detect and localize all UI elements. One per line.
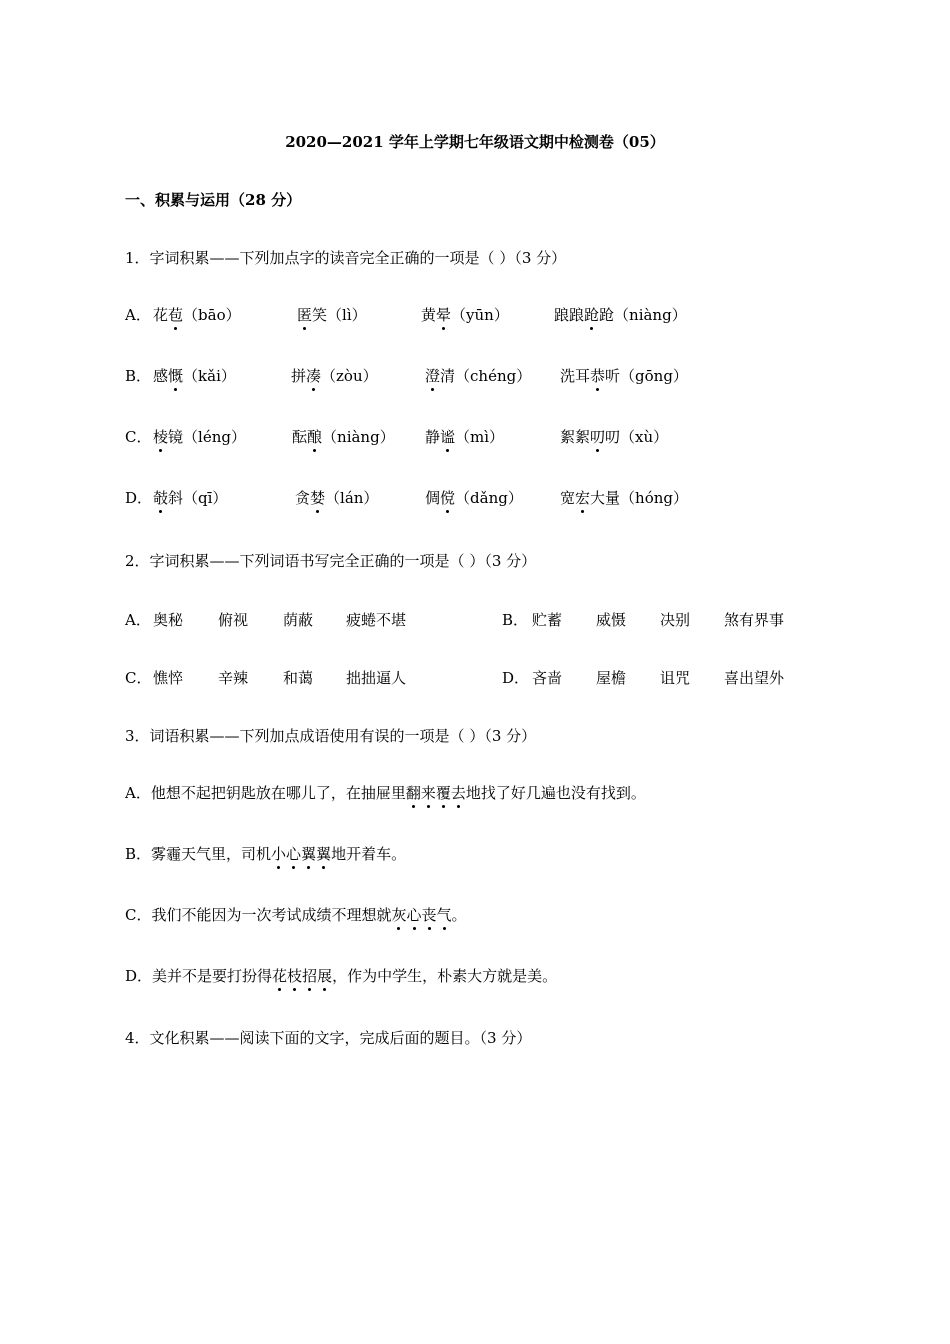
text-segment: 拼 xyxy=(291,367,307,385)
emphasized-character: 心 xyxy=(406,906,422,924)
q1-option-a-label: A． xyxy=(125,306,151,324)
emphasized-character: 去 xyxy=(450,784,466,802)
emphasized-character: 花 xyxy=(272,967,288,985)
emphasized-character: 展 xyxy=(317,967,333,985)
q1-option-c-word-2 xyxy=(292,427,395,447)
emphasized-character: 酿 xyxy=(307,428,323,446)
text-segment: 倜 xyxy=(425,489,441,507)
q1-option-b-word-2 xyxy=(291,366,378,386)
text-segment: 洗耳 xyxy=(560,367,591,385)
q1-option-d-word-4 xyxy=(560,488,688,508)
q2-option-a-word: 奥秘 xyxy=(153,611,184,629)
q2-option-a-label: A． xyxy=(125,611,151,629)
text-segment: 斜（qī） xyxy=(168,489,228,507)
emphasized-character: 傥 xyxy=(440,489,456,507)
text-segment: ，作为中学生，朴素大方就是美。 xyxy=(332,967,558,985)
emphasized-character: 慨 xyxy=(168,367,184,385)
text-segment: B．雾霾天气里，司机 xyxy=(125,845,272,863)
q3-option-a xyxy=(125,783,646,803)
emphasized-character: 棱 xyxy=(153,428,169,446)
section-heading: 一、积累与运用（28 分） xyxy=(125,191,302,209)
q3-option-c xyxy=(125,905,467,925)
emphasized-character: 翼 xyxy=(316,845,332,863)
q2-option-a-word: 俯视 xyxy=(218,611,249,629)
q2-option-d-word: 吝啬 xyxy=(532,669,563,687)
q1-option-b-label: B． xyxy=(125,367,152,385)
emphasized-character: 覆 xyxy=(435,784,451,802)
q1-option-a-word-4 xyxy=(554,305,687,325)
emphasized-character: 恭 xyxy=(590,367,606,385)
text-segment: C．我们不能因为一次考试成绩不理想就 xyxy=(125,906,392,924)
q2-option-c-word: 拙拙逼人 xyxy=(346,669,407,687)
emphasized-character: 跄 xyxy=(584,306,600,324)
text-segment: 清（chéng） xyxy=(440,367,532,385)
question-2-stem: 2．字词积累——下列词语书写完全正确的一项是（ ）（3 分） xyxy=(125,552,537,570)
emphasized-character: 苞 xyxy=(168,306,184,324)
emphasized-character: 枝 xyxy=(287,967,303,985)
q1-option-a-word-3 xyxy=(421,305,509,325)
q1-option-c-word-1 xyxy=(153,427,246,447)
q1-option-c-label: C． xyxy=(125,428,152,446)
text-segment: 黄 xyxy=(421,306,437,324)
q2-option-a-word: 疲蜷不堪 xyxy=(346,611,407,629)
text-segment: （kǎi） xyxy=(183,367,236,385)
emphasized-character: 晕 xyxy=(436,306,452,324)
q1-option-c-word-4 xyxy=(560,427,668,447)
q1-option-a-word-1 xyxy=(153,305,241,325)
q2-option-b-word: 威慑 xyxy=(596,611,627,629)
emphasized-character: 丧 xyxy=(421,906,437,924)
text-segment: 感 xyxy=(153,367,169,385)
emphasized-character: 来 xyxy=(420,784,436,802)
q1-option-c-word-3 xyxy=(425,427,504,447)
q2-option-d-word: 诅咒 xyxy=(660,669,691,687)
emphasized-character: 翼 xyxy=(301,845,317,863)
q1-option-d-word-1 xyxy=(153,488,227,508)
q2-option-d-word: 屋檐 xyxy=(596,669,627,687)
text-segment: 镜（léng） xyxy=(168,428,246,446)
q1-option-d-word-3 xyxy=(425,488,523,508)
text-segment: （dǎng） xyxy=(455,489,523,507)
q2-option-b-word: 贮蓄 xyxy=(532,611,563,629)
text-segment: 地找了好几遍也没有找到。 xyxy=(465,784,646,802)
q2-option-d-label: D． xyxy=(502,669,530,687)
q1-option-d-word-2 xyxy=(295,488,378,508)
text-segment: 贪 xyxy=(295,489,311,507)
q1-option-b-word-4 xyxy=(560,366,688,386)
text-segment: 宽 xyxy=(560,489,576,507)
q2-option-d-word: 喜出望外 xyxy=(724,669,785,687)
emphasized-character: 心 xyxy=(286,845,302,863)
text-segment: 静 xyxy=(425,428,441,446)
emphasized-character: 小 xyxy=(271,845,287,863)
question-1-stem: 1．字词积累——下列加点字的读音完全正确的一项是（ ）（3 分） xyxy=(125,249,567,267)
q2-option-a-word: 荫蔽 xyxy=(283,611,314,629)
emphasized-character: 叨 xyxy=(590,428,606,446)
text-segment: 踉踉 xyxy=(554,306,585,324)
q3-option-d xyxy=(125,966,557,986)
emphasized-character: 婪 xyxy=(310,489,326,507)
emphasized-character: 攲 xyxy=(153,489,169,507)
q3-option-b xyxy=(125,844,406,864)
question-4-stem: 4．文化积累——阅读下面的文字，完成后面的题目。（3 分） xyxy=(125,1029,532,1047)
q2-option-c-word: 憔悴 xyxy=(153,669,184,687)
emphasized-character: 宏 xyxy=(575,489,591,507)
text-segment: 听（gōng） xyxy=(605,367,688,385)
text-segment: 笑（lì） xyxy=(312,306,367,324)
text-segment: 大量（hóng） xyxy=(590,489,688,507)
text-segment: A．他想不起把钥匙放在哪儿了，在抽屉里 xyxy=(125,784,406,802)
text-segment: （mì） xyxy=(455,428,505,446)
text-segment: 跄（niàng） xyxy=(599,306,687,324)
text-segment: D．美并不是要打扮得 xyxy=(125,967,273,985)
emphasized-character: 招 xyxy=(302,967,318,985)
q1-option-d-label: D． xyxy=(125,489,153,507)
emphasized-character: 翻 xyxy=(405,784,421,802)
emphasized-character: 灰 xyxy=(391,906,407,924)
text-segment: （yūn） xyxy=(451,306,509,324)
q1-option-b-word-3 xyxy=(425,366,531,386)
page-title: 2020—2021 学年上学期七年级语文期中检测卷（05） xyxy=(285,133,665,151)
q2-option-b-label: B． xyxy=(502,611,529,629)
text-segment: 酝 xyxy=(292,428,308,446)
question-3-stem: 3．词语积累——下列加点成语使用有误的一项是（ ）（3 分） xyxy=(125,727,537,745)
text-segment: （bāo） xyxy=(183,306,241,324)
emphasized-character: 凑 xyxy=(306,367,322,385)
text-segment: 花 xyxy=(153,306,169,324)
text-segment: 。 xyxy=(451,906,467,924)
emphasized-character: 澄 xyxy=(425,367,441,385)
q2-option-c-label: C． xyxy=(125,669,152,687)
emphasized-character: 气 xyxy=(436,906,452,924)
text-segment: （lán） xyxy=(325,489,379,507)
q2-option-c-word: 辛辣 xyxy=(218,669,249,687)
text-segment: 叨（xù） xyxy=(605,428,669,446)
q1-option-a-word-2 xyxy=(297,305,367,325)
text-segment: （zòu） xyxy=(321,367,378,385)
q1-option-b-word-1 xyxy=(153,366,236,386)
text-segment: 地开着车。 xyxy=(331,845,407,863)
q2-option-c-word: 和蔼 xyxy=(283,669,314,687)
q2-option-b-word: 煞有界事 xyxy=(724,611,785,629)
text-segment: 絮絮 xyxy=(560,428,591,446)
emphasized-character: 谧 xyxy=(440,428,456,446)
q2-option-b-word: 决别 xyxy=(660,611,691,629)
emphasized-character: 匿 xyxy=(297,306,313,324)
text-segment: （niàng） xyxy=(322,428,395,446)
